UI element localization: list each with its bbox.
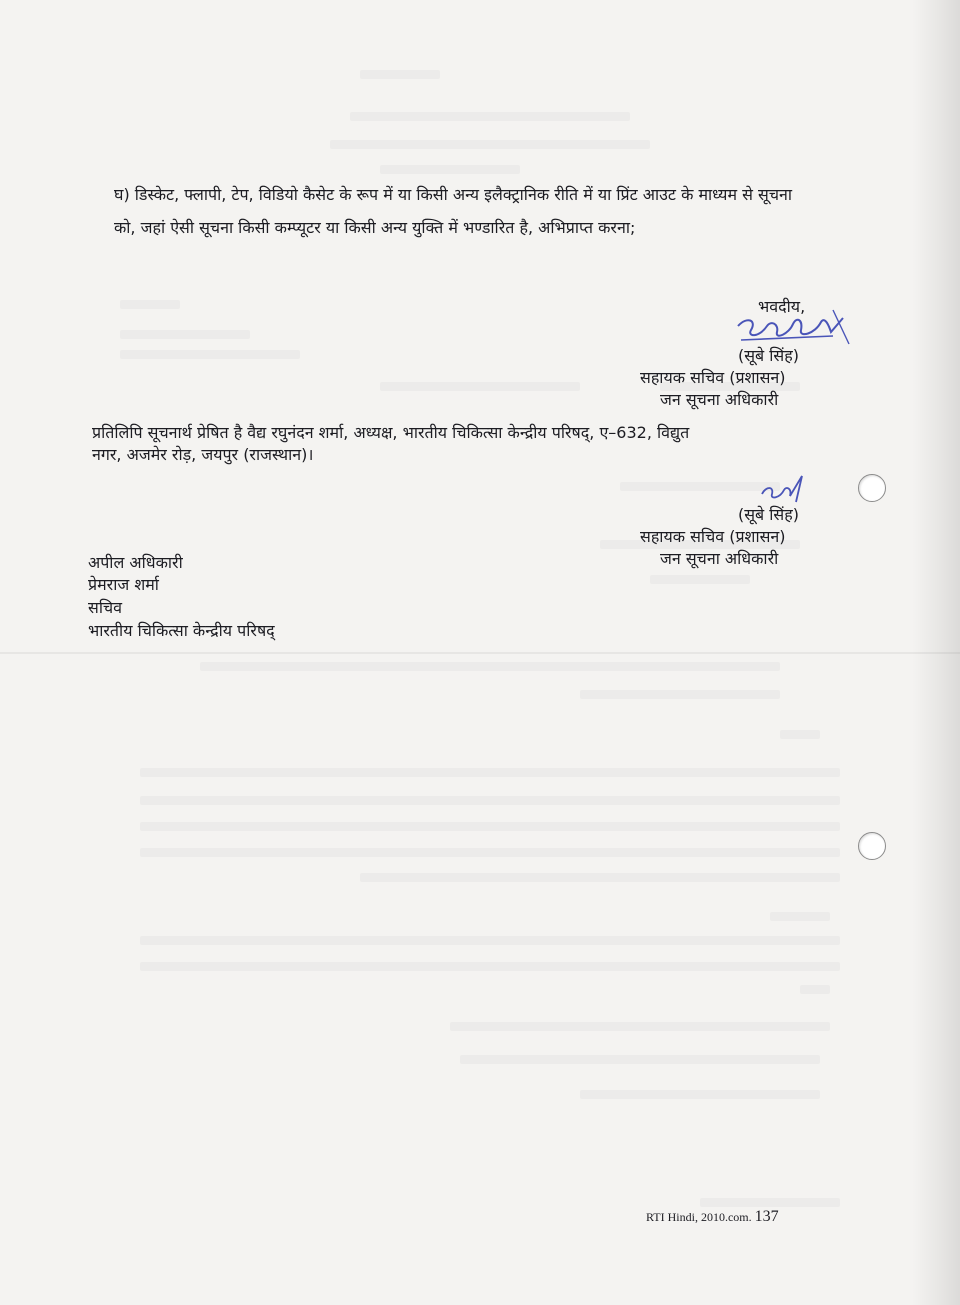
appeal-officer-title: अपील अधिकारी — [88, 553, 183, 572]
signatory-designation: सहायक सचिव (प्रशासन) — [640, 368, 786, 387]
footer-source: RTI Hindi, 2010.com. — [646, 1210, 752, 1224]
appeal-officer-name: प्रेमराज शर्मा — [88, 575, 159, 594]
punch-hole-bottom — [858, 832, 886, 860]
appeal-officer-post: सचिव — [88, 598, 123, 617]
signatory-2-role: जन सूचना अधिकारी — [660, 549, 779, 568]
initials-signature — [756, 468, 816, 508]
signatory-role: जन सूचना अधिकारी — [660, 390, 779, 409]
footer-page-number: 137 — [754, 1208, 779, 1225]
signatory-name: (सूबे सिंह) — [738, 346, 799, 365]
paragraph-gha: घ) डिस्केट, फ्लापी, टेप, विडियो कैसेट के रूप में या किसी अन्य इलैक्ट्रानिक रीति में या प्रिंट आउट के माध्यम से सूचना को, जहां ऐसी सूचना किसी कम्प्यूटर या किसी अन्य युक्ति में भण्डारित है, अभिप्राप्त करना; — [114, 185, 793, 237]
appeal-officer-org: भारतीय चिकित्सा केन्द्रीय परिषद् — [88, 621, 275, 640]
signatory-2-designation: सहायक सचिव (प्रशासन) — [640, 527, 786, 546]
page-fold-line — [0, 652, 960, 654]
punch-hole-top — [858, 474, 886, 502]
copy-to-line-2: नगर, अजमेर रोड़, जयपुर (राजस्थान)। — [92, 445, 314, 464]
copy-to-line-1: प्रतिलिपि सूचनार्थ प्रेषित है वैद्य रघुनंदन शर्मा, अध्यक्ष, भारतीय चिकित्सा केन्द्रीय परिषद्, ए–632, विद्युत — [92, 423, 690, 442]
signatory-2-name: (सूबे सिंह) — [738, 505, 799, 524]
page-footer — [646, 1208, 779, 1226]
closing-salutation: भवदीय, — [758, 297, 806, 316]
